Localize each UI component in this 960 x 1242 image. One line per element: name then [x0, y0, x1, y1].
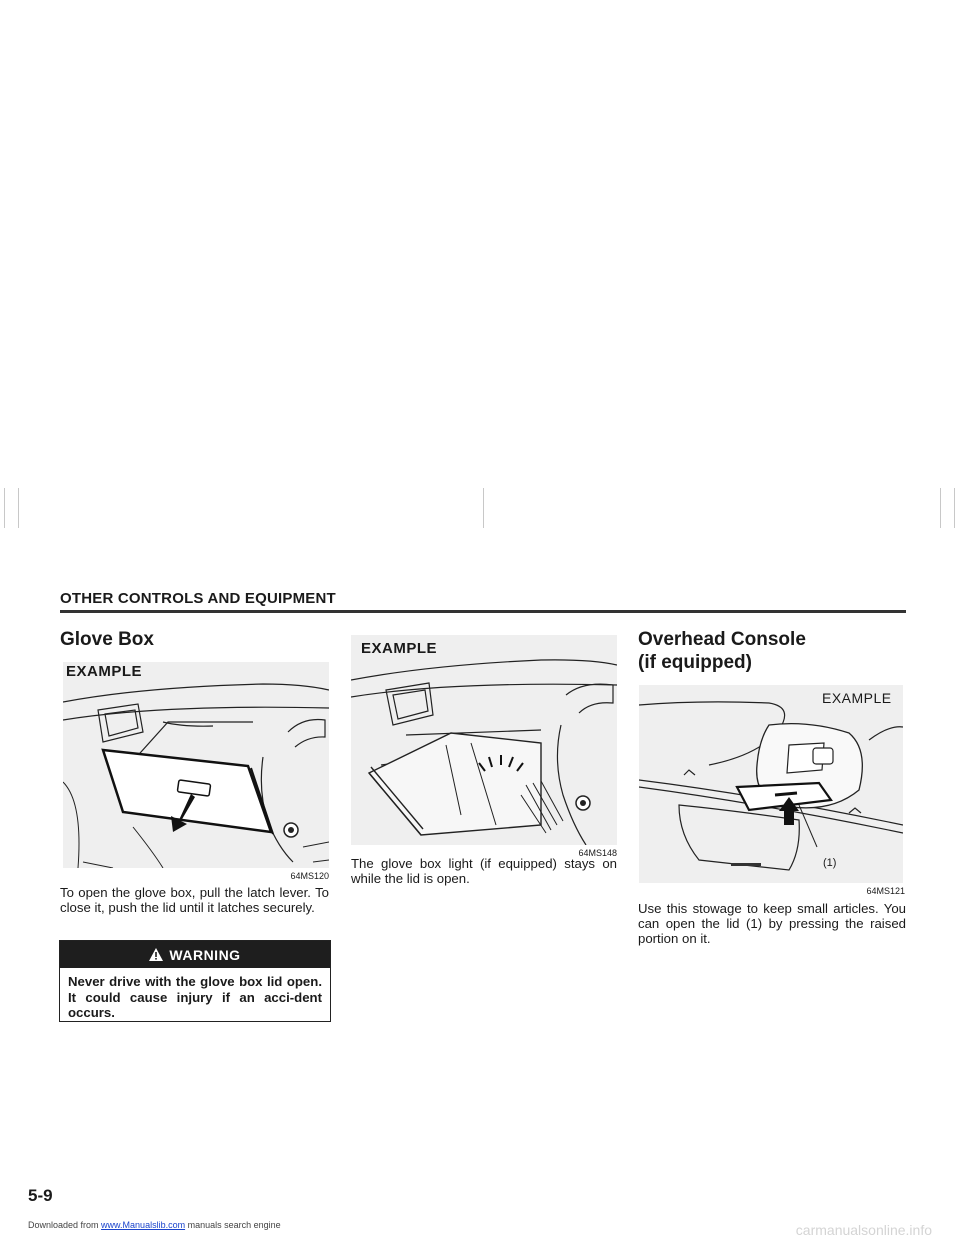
glove-box-illustration [63, 662, 329, 868]
section-divider [60, 610, 906, 613]
glove-box-heading: Glove Box [60, 629, 154, 650]
warning-text: Never drive with the glove box lid open. It could cause injury if an acci-dent occurs. [68, 974, 322, 1020]
overhead-text: Use this stowage to keep small articles. You can open the lid (1) by pressing the raised portion on it. [638, 901, 906, 946]
example-label: EXAMPLE [66, 663, 143, 680]
warning-icon [149, 948, 163, 961]
crop-mark [18, 488, 19, 528]
warning-header [60, 941, 330, 968]
crop-mark [954, 488, 955, 528]
overhead-illustration [639, 685, 903, 883]
crop-mark [483, 488, 484, 528]
glove-light-text: The glove box light (if equipped) stays on while the lid is open. [351, 856, 617, 886]
callout-label: (1) [823, 857, 837, 869]
figure-code: 64MS148 [578, 848, 617, 858]
watermark: carmanualsonline.info [795, 1222, 932, 1238]
glove-light-illustration [351, 635, 617, 845]
overhead-figure [639, 685, 903, 883]
figure-code: 64MS120 [290, 871, 329, 881]
glove-light-figure [351, 635, 617, 845]
warning-box [59, 940, 331, 1022]
crop-mark [4, 488, 5, 528]
example-label: EXAMPLE [822, 690, 892, 706]
section-title: OTHER CONTROLS AND EQUIPMENT [60, 590, 336, 607]
glove-box-text: To open the glove box, pull the latch lever. To close it, push the lid until it latches securely. [60, 885, 329, 915]
footer-suffix: manuals search engine [185, 1220, 281, 1230]
overhead-heading-line2: (if equipped) [638, 652, 752, 673]
glove-box-figure [63, 662, 329, 868]
footer-prefix: Downloaded from [28, 1220, 102, 1230]
overhead-heading-line1: Overhead Console [638, 629, 806, 650]
page-number: 5-9 [28, 1186, 53, 1205]
manualslib-link[interactable]: www.Manualslib.com [101, 1220, 186, 1230]
crop-mark [940, 488, 941, 528]
overhead-heading [638, 628, 806, 674]
warning-title: WARNING [169, 946, 241, 963]
footer [28, 1220, 281, 1230]
example-label: EXAMPLE [361, 640, 438, 657]
figure-code: 64MS121 [866, 886, 905, 896]
